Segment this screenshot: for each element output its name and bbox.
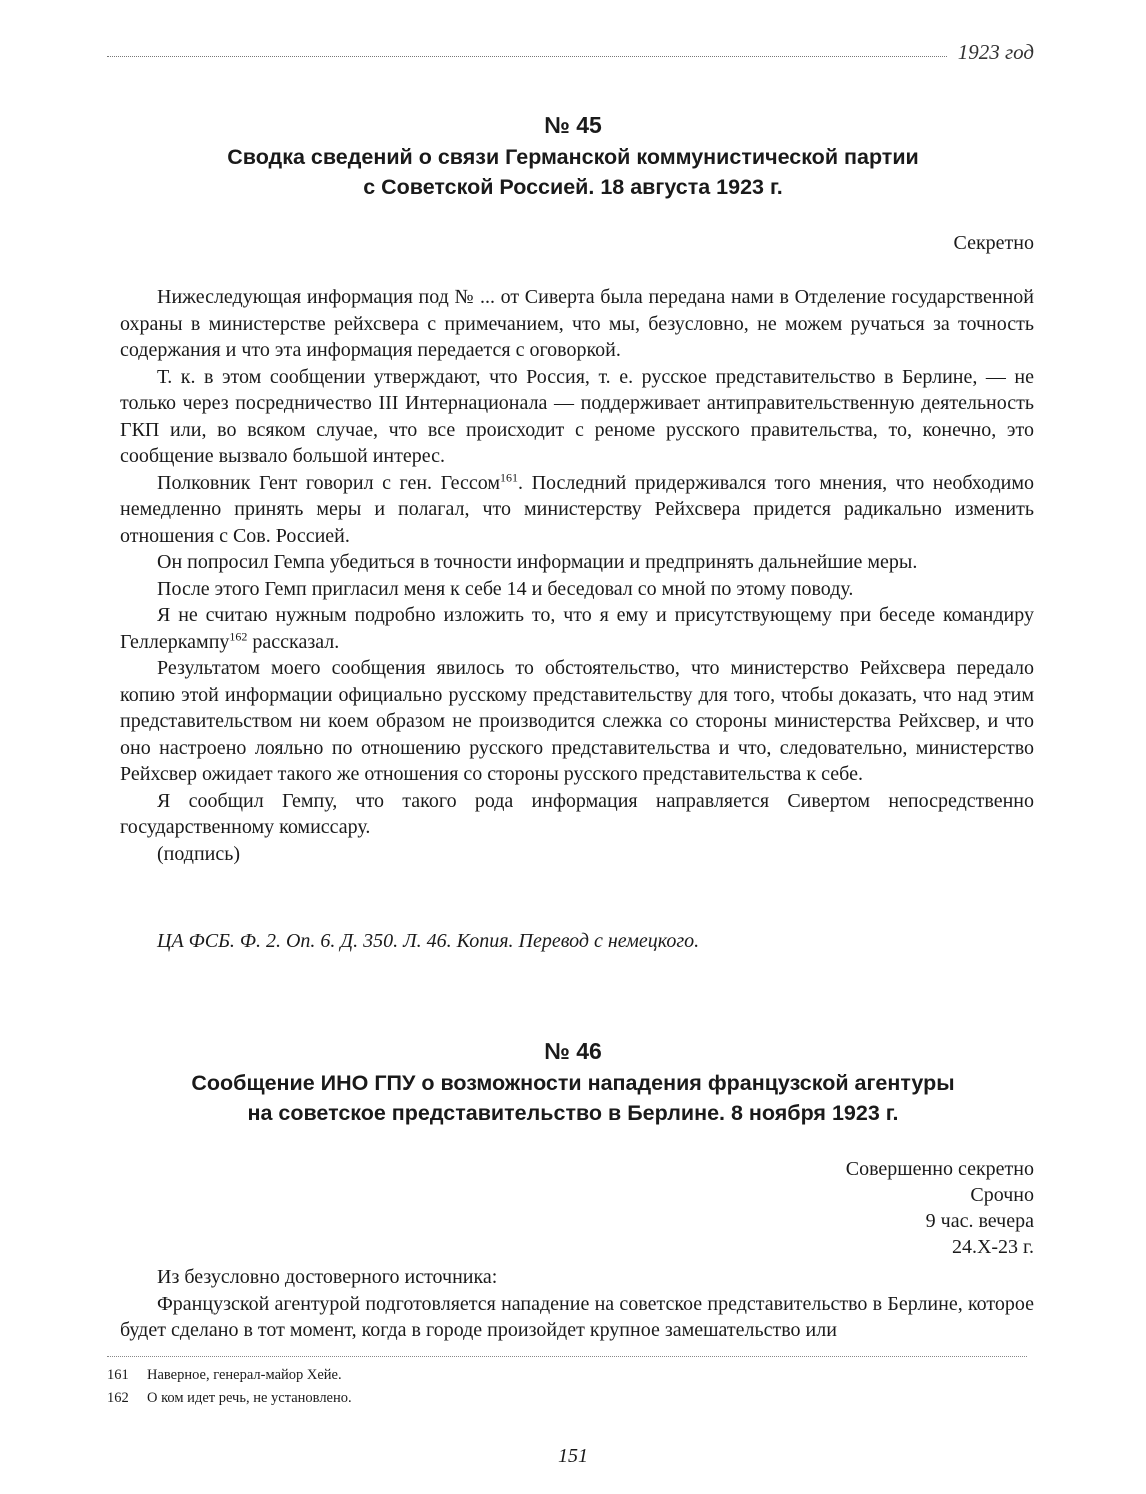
- doc46-title-line-1: Сообщение ИНО ГПУ о возможности нападения французской агентуры: [191, 1071, 955, 1095]
- doc45-signature: (подпись): [157, 842, 241, 865]
- footnote-number: 161: [107, 1367, 129, 1383]
- doc45-paragraph-3: [120, 470, 1034, 550]
- doc46-classification-1: Совершенно секретно: [845, 1158, 1034, 1180]
- doc46-paragraph-2: Французской агентурой подготовляется нападение на советское представительство в Берлине, которое будет сделано в тот момент, когда в городе произойдет крупное замешательство или: [120, 1292, 1034, 1341]
- doc46-title: [130, 1068, 1016, 1128]
- doc45-paragraph-1: Нижеследующая информация под № ... от Сиверта была передана нами в Отделение государственной охраны в министерстве рейхсвера с примечанием, что мы, безусловно, не можем ручаться за точность содержания и что эта информация передается с оговоркой.: [120, 286, 1034, 361]
- footnote-text: Наверное, генерал-майор Хейе.: [147, 1367, 342, 1383]
- doc45-paragraph-8: Я сообщил Гемпу, что такого рода информация направляется Сивертом непосредственно государственному комиссару.: [120, 789, 1034, 838]
- footnote-text: О ком идет речь, не установлено.: [147, 1390, 352, 1406]
- doc45-title: [130, 142, 1016, 202]
- footnote-ref-162: 162: [229, 628, 248, 643]
- doc46-body: [120, 1264, 1034, 1344]
- doc45-paragraph-6: [120, 602, 1034, 655]
- footnote-162: [107, 1387, 352, 1410]
- doc45-archive-reference: ЦА ФСБ. Ф. 2. Оп. 6. Д. 350. Л. 46. Копия. Перевод с немецкого.: [157, 930, 700, 952]
- footnote-ref-161: 161: [500, 469, 519, 484]
- footnote-number: 162: [107, 1390, 129, 1406]
- page-number: 151: [558, 1445, 588, 1467]
- doc45-paragraph-5: После этого Гемп пригласил меня к себе 14 и беседовал со мной по этому поводу.: [157, 577, 854, 600]
- footnotes: [107, 1364, 352, 1410]
- doc45-paragraph-4: Он попросил Гемпа убедиться в точности информации и предпринять дальнейшие меры.: [157, 551, 918, 573]
- footnote-161: [107, 1364, 352, 1387]
- doc46-classification: [846, 1156, 1034, 1260]
- doc45-number: № 45: [544, 112, 602, 138]
- doc45-paragraph-2: Т. к. в этом сообщении утверждают, что Россия, т. е. русское представительство в Берлине, — не только через посредничество III Интернационала — поддерживает антиправительственную деятельность ГКП или, во всяком случае, что все происходит с реноме русского правительства, то, конечно, это сообщение вызвало большой интерес.: [120, 365, 1034, 467]
- doc46-classification-4: 24.X-23 г.: [951, 1236, 1034, 1258]
- doc45-title-line-2: с Советской Россией. 18 августа 1923 г.: [363, 175, 783, 199]
- doc45-body: [120, 284, 1034, 867]
- doc46-classification-2: Срочно: [970, 1184, 1034, 1206]
- doc45-paragraph-3-text-b: . Последний придерживался того мнения, что необходимо немедленно принять меры и полагал, что министерству Рейхсвера придется радикально изменить отношения с Сов. Россией.: [120, 471, 1034, 547]
- header-rule: [107, 56, 947, 57]
- footnote-rule: [107, 1356, 1027, 1357]
- doc46-classification-3: 9 час. вечера: [925, 1210, 1034, 1232]
- doc46-number: № 46: [544, 1038, 602, 1064]
- doc45-paragraph-3-text-a: Полковник Гент говорил с ген. Гессом: [157, 471, 501, 494]
- doc45-paragraph-6-text-b: рассказал.: [247, 630, 340, 653]
- doc45-classification: Секретно: [953, 232, 1034, 254]
- doc46-paragraph-1: Из безусловно достоверного источника:: [157, 1266, 498, 1288]
- running-head: 1923 год: [957, 40, 1034, 64]
- doc45-paragraph-6-text-a: Я не считаю нужным подробно изложить то, что я ему и присутствующему при беседе командиру Геллеркампу: [120, 604, 1034, 653]
- doc45-paragraph-7: Результатом моего сообщения явилось то обстоятельство, что министерство Рейхсвера передало копию этой информации официально русскому представительству для того, чтобы доказать, что над этим представительством ни коем образом не производится слежка со стороны министерства Рейхсвер, и что оно настроено лояльно по отношению русского представительства и что, следовательно, министерство Рейхсвер ожидает такого же отношения со стороны русского представительства к себе.: [120, 657, 1034, 785]
- doc46-title-line-2: на советское представительство в Берлине. 8 ноября 1923 г.: [247, 1101, 899, 1125]
- doc45-title-line-1: Сводка сведений о связи Германской коммунистической партии: [227, 145, 919, 169]
